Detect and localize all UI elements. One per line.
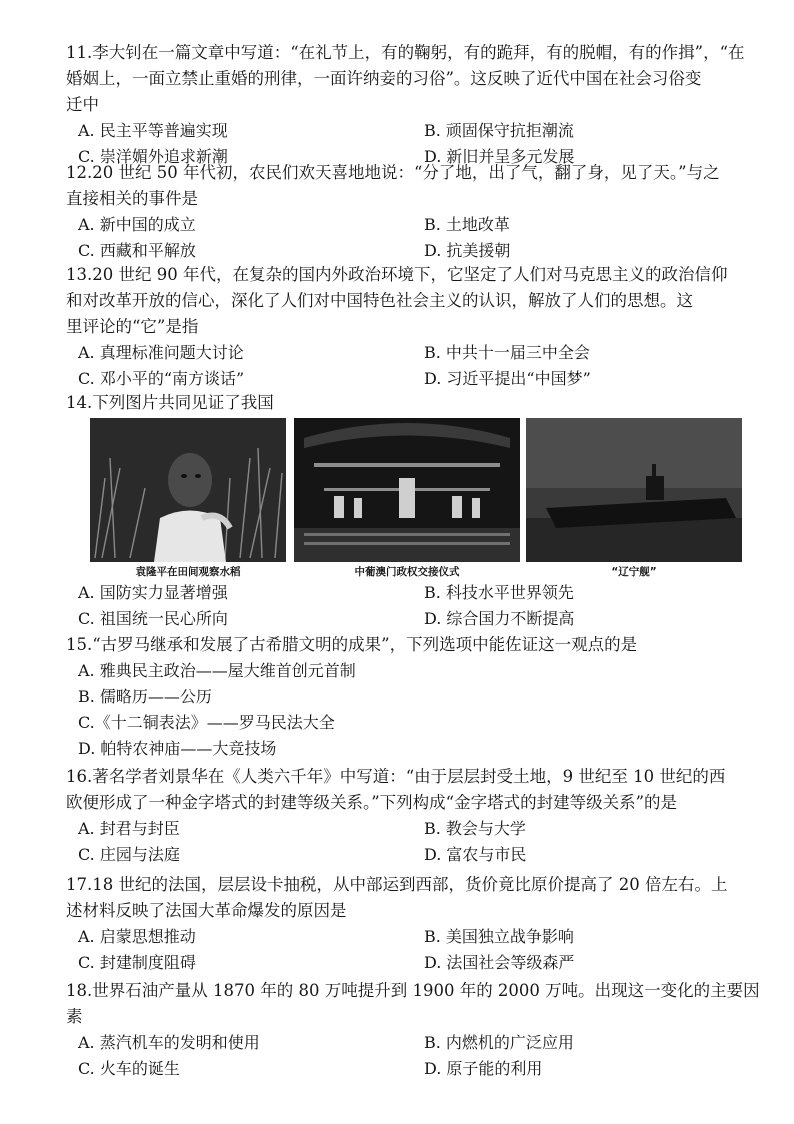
option-c: C. 庄园与法庭 [78, 845, 180, 864]
stem-line: 素 [66, 1007, 83, 1026]
question-stem [66, 390, 780, 416]
stem-line: 15.“古罗马继承和发展了古希腊文明的成果”，下列选项中能佐证这一观点的是 [66, 635, 638, 654]
option-row [66, 580, 780, 606]
photo-strip [90, 418, 742, 580]
option-a: A. 真理标准问题大讨论 [78, 343, 244, 362]
question-stem [66, 40, 780, 118]
option-row [66, 924, 780, 950]
option-c: C. 崇洋媚外追求新潮 [78, 147, 228, 166]
option-c: C. 邓小平的“南方谈话” [78, 369, 245, 388]
photo-liaoning-carrier [526, 418, 742, 562]
option-row [66, 1030, 780, 1056]
stem-line: 11.李大钊在一篇文章中写道：“在礼节上，有的鞠躬，有的跪拜，有的脱帽，有的作揖”，“在 [66, 43, 745, 62]
option-d: D. 法国社会等级森严 [424, 953, 575, 972]
option-d: D. 习近平提出“中国梦” [424, 369, 591, 388]
photo-rice-field [90, 418, 286, 562]
option-a: A. 蒸汽机车的发明和使用 [78, 1033, 260, 1052]
photo-caption: “辽宁舰” [611, 566, 657, 578]
photo-caption: 中葡澳门政权交接仪式 [354, 566, 460, 578]
question-13 [66, 262, 780, 392]
option-b: B. 科技水平世界领先 [424, 583, 574, 602]
option-c: C. 西藏和平解放 [78, 241, 196, 260]
option-d: D. 新旧并呈多元发展 [424, 147, 575, 166]
option-a: A. 封君与封臣 [78, 819, 180, 838]
option-b: B. 土地改革 [424, 215, 510, 234]
option-row [66, 816, 780, 842]
option-c: C.《十二铜表法》——罗马民法大全 [78, 713, 335, 732]
photo-macau-ceremony [294, 418, 520, 562]
option-row [66, 366, 780, 392]
option-b: B. 教会与大学 [424, 819, 526, 838]
stem-line: 婚姻上，一面立禁止重婚的刑律，一面许纳妾的习俗”。这反映了近代中国在社会习俗变 [66, 69, 702, 88]
question-14-options [66, 580, 780, 632]
option-d: D. 抗美援朝 [424, 241, 511, 260]
option-a: A. 雅典民主政治——屋大维首创元首制 [78, 661, 356, 680]
photo-caption: 袁隆平在田间观察水稻 [135, 566, 241, 578]
option-row [66, 606, 780, 632]
option-b: B. 中共十一届三中全会 [424, 343, 590, 362]
option-b: B. 儒略历——公历 [78, 687, 212, 706]
stem-line: 直接相关的事件是 [66, 189, 198, 208]
option-b: B. 美国独立战争影响 [424, 927, 574, 946]
option-row [66, 238, 780, 264]
stem-line: 12.20 世纪 50 年代初，农民们欢天喜地地说：“分了地，出了气，翻了身，见了天。”与之 [66, 163, 720, 182]
question-16 [66, 764, 780, 868]
carrier-ship-image [526, 418, 742, 562]
option-c: C. 封建制度阻碍 [78, 953, 196, 972]
option-c: C. 火车的诞生 [78, 1059, 180, 1078]
question-stem [66, 764, 780, 816]
stem-line: 13.20 世纪 90 年代，在复杂的国内外政治环境下，它坚定了人们对马克思主义的政治信仰 [66, 265, 728, 284]
option-b: B. 内燃机的广泛应用 [424, 1033, 574, 1052]
option-d: D. 原子能的利用 [424, 1059, 543, 1078]
question-12 [66, 160, 780, 264]
option-a: A. 启蒙思想推动 [78, 927, 196, 946]
stem-line: 18.世界石油产量从 1870 年的 80 万吨提升到 1900 年的 2000 万吨。出现这一变化的主要因 [66, 981, 760, 1000]
question-stem [66, 632, 780, 658]
option-d: D. 富农与市民 [424, 845, 527, 864]
question-17 [66, 872, 780, 976]
question-stem [66, 978, 780, 1030]
option-row [66, 950, 780, 976]
question-stem [66, 262, 780, 340]
stem-line: 迁中 [66, 95, 99, 114]
rice-field-image [90, 418, 286, 562]
stem-line: 17.18 世纪的法国，层层设卡抽税，从中部运到西部，货价竟比原价提高了 20 倍左右。上 [66, 875, 728, 894]
option-row [66, 842, 780, 868]
option-c: C. 祖国统一民心所向 [78, 609, 228, 628]
stem-line: 里评论的“它”是指 [66, 317, 199, 336]
question-15 [66, 632, 780, 762]
stem-line: 和对改革开放的信心，深化了人们对中国特色社会主义的认识，解放了人们的思想。这 [66, 291, 693, 310]
question-14 [66, 390, 780, 416]
option-a: A. 国防实力显著增强 [78, 583, 228, 602]
stem-line: 14.下列图片共同见证了我国 [66, 393, 274, 412]
stem-line: 述材料反映了法国大革命爆发的原因是 [66, 901, 347, 920]
ceremony-hall-image [294, 418, 520, 562]
option-a: A. 民主平等普遍实现 [78, 121, 228, 140]
option-row [66, 340, 780, 366]
option-d: D. 帕特农神庙——大竞技场 [78, 739, 277, 758]
question-stem [66, 872, 780, 924]
stem-line: 16.著名学者刘景华在《人类六千年》中写道：“由于层层封受土地，9 世纪至 10 世纪的西 [66, 767, 726, 786]
question-11 [66, 40, 780, 170]
option-a: A. 新中国的成立 [78, 215, 196, 234]
stem-line: 欧便形成了一种金字塔式的封建等级关系。”下列构成“金字塔式的封建等级关系”的是 [66, 793, 678, 812]
option-row [66, 1056, 780, 1082]
option-row [66, 212, 780, 238]
option-row [66, 118, 780, 144]
option-d: D. 综合国力不断提高 [424, 609, 575, 628]
question-stem [66, 160, 780, 212]
option-b: B. 顽固保守抗拒潮流 [424, 121, 574, 140]
question-18 [66, 978, 780, 1082]
